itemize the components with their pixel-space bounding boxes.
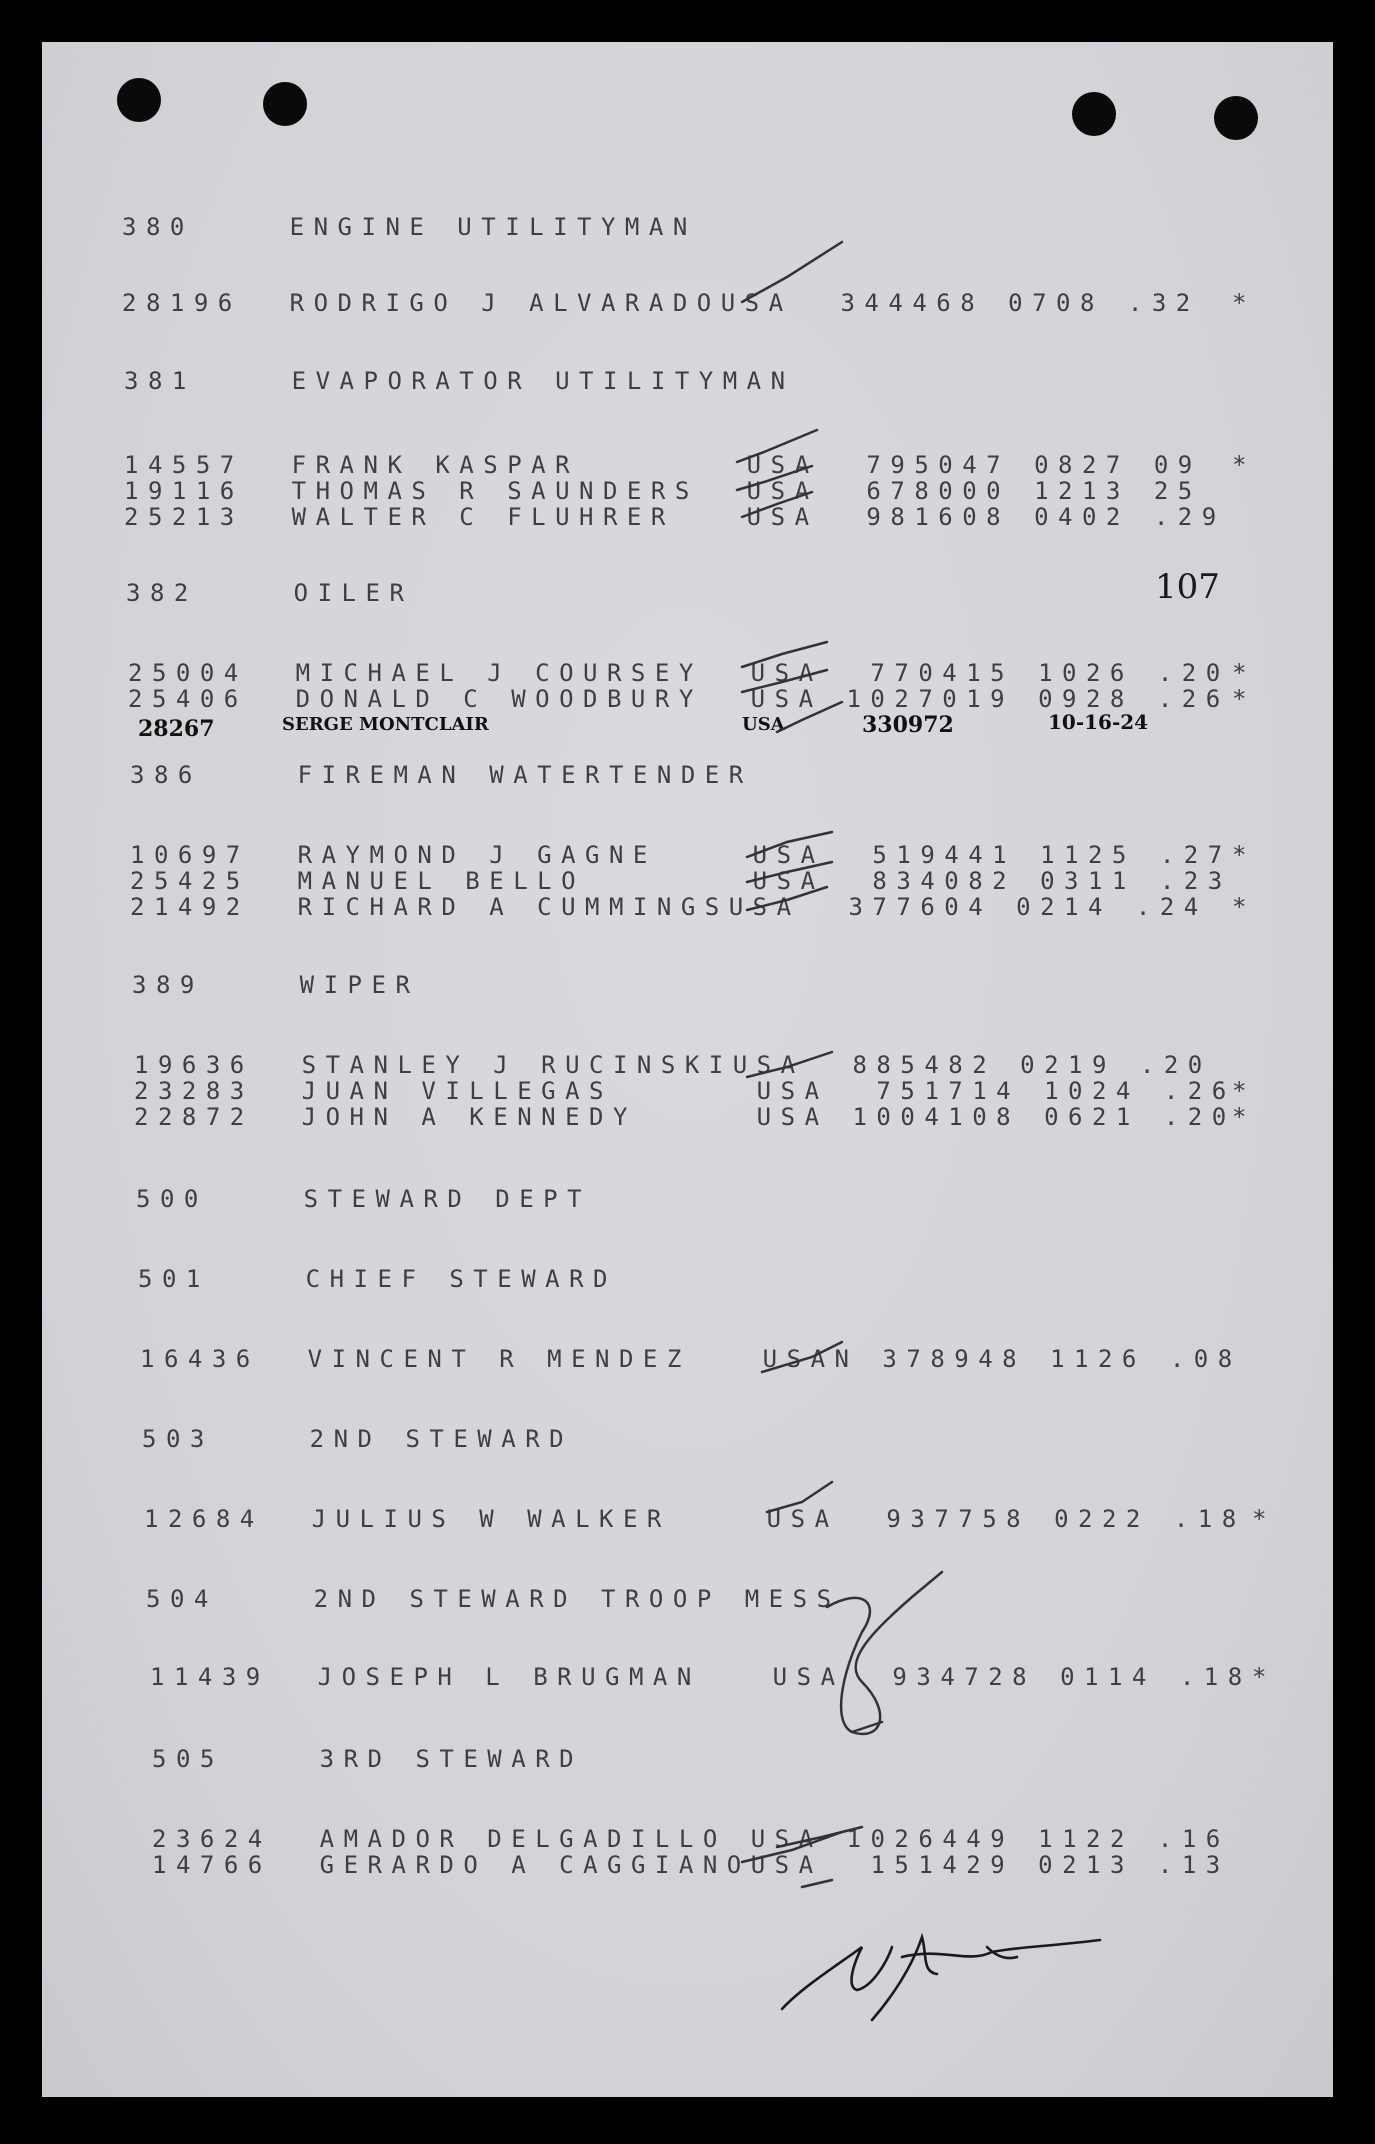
inserted-entry-date: 10-16-24 [1048, 710, 1149, 734]
line-text: 505 3RD STEWARD [152, 1745, 584, 1773]
asterisk-mark: * [1232, 893, 1256, 921]
line-text: 28196 RODRIGO J ALVARADOUSA 344468 0708 .32 [122, 289, 1200, 317]
line-text: 11439 JOSEPH L BRUGMAN USA 934728 0114 .18 [150, 1663, 1252, 1691]
line-text: 19636 STANLEY J RUCINSKIUSA 885482 0219 .20 [134, 1051, 1212, 1079]
line-text: 386 FIREMAN WATERTENDER [130, 761, 753, 789]
page-number: 107 [1155, 567, 1220, 607]
line-text: 389 WIPER [132, 971, 420, 999]
asterisk-mark: * [1232, 451, 1256, 479]
check-mark [762, 1342, 842, 1372]
line-text: 504 2ND STEWARD TROOP MESS [146, 1585, 841, 1613]
asterisk-mark: * [1252, 1505, 1276, 1533]
check-mark [742, 242, 842, 302]
check-marks [42, 42, 1333, 2097]
document-page [42, 42, 1333, 2097]
asterisk-mark: * [1232, 1103, 1256, 1131]
check-mark [742, 1832, 842, 1862]
line-text: 381 EVAPORATOR UTILITYMAN [124, 367, 795, 395]
line-text: 10697 RAYMOND J GAGNE USA 519441 1125 .27 [130, 841, 1232, 869]
line-text: 12684 JULIUS W WALKER USA 937758 0222 .18 [144, 1505, 1246, 1533]
line-text: 25406 DONALD C WOODBURY USA 1027019 0928 .26 [128, 685, 1230, 713]
check-mark [777, 1827, 862, 1847]
line-text: 19116 THOMAS R SAUNDERS USA 678000 1213 25 [124, 477, 1202, 505]
check-mark [747, 862, 832, 882]
line-text: 500 STEWARD DEPT [136, 1185, 592, 1213]
line-text: 25213 WALTER C FLUHRER USA 981608 0402 .29 [124, 503, 1226, 531]
check-mark [742, 492, 812, 517]
line-text: 382 OILER [126, 579, 414, 607]
line-text: 23283 JUAN VILLEGAS USA 751714 1024 .26 [134, 1077, 1236, 1105]
check-mark [742, 670, 827, 692]
line-text: 380 ENGINE UTILITYMAN [122, 213, 697, 241]
asterisk-mark: * [1232, 685, 1256, 713]
check-mark [747, 1052, 832, 1077]
line-text: 22872 JOHN A KENNEDY USA 1004108 0621 .20 [134, 1103, 1236, 1131]
check-mark [737, 466, 812, 490]
check-mark [737, 430, 817, 462]
check-mark [767, 1482, 832, 1512]
asterisk-mark: * [1232, 841, 1256, 869]
asterisk-mark: * [1232, 1077, 1256, 1105]
asterisk-mark: * [1232, 289, 1256, 317]
line-text: 25004 MICHAEL J COURSEY USA 770415 1026 .20 [128, 659, 1230, 687]
inserted-entry-name: SERGE MONTCLAIR [282, 714, 489, 735]
looped-check-mark [827, 1572, 942, 1734]
line-text: 21492 RICHARD A CUMMINGSUSA 377604 0214 .24 [130, 893, 1208, 921]
check-mark [742, 642, 827, 667]
line-text: 14766 GERARDO A CAGGIANOUSA 151429 0213 .13 [152, 1851, 1230, 1879]
check-mark [747, 832, 832, 857]
check-mark [777, 702, 842, 732]
inserted-entry-number: 28267 [138, 716, 215, 742]
asterisk-mark: * [1232, 659, 1256, 687]
check-mark [802, 1880, 832, 1887]
line-text: 25425 MANUEL BELLO USA 834082 0311 .23 [130, 867, 1232, 895]
line-text: 503 2ND STEWARD [142, 1425, 574, 1453]
line-text: 14557 FRANK KASPAR USA 795047 0827 09 [124, 451, 1202, 479]
inserted-entry-code: 330972 [862, 712, 954, 738]
asterisk-mark: * [1252, 1663, 1276, 1691]
signature [782, 1937, 1100, 2020]
inserted-entry-country: USA [742, 714, 785, 735]
line-text: 23624 AMADOR DELGADILLO USA 1026449 1122 .16 [152, 1825, 1230, 1853]
check-mark [747, 887, 827, 910]
line-text: 501 CHIEF STEWARD [138, 1265, 617, 1293]
line-text: 16436 VINCENT R MENDEZ USAN 378948 1126 .08 [140, 1345, 1242, 1373]
